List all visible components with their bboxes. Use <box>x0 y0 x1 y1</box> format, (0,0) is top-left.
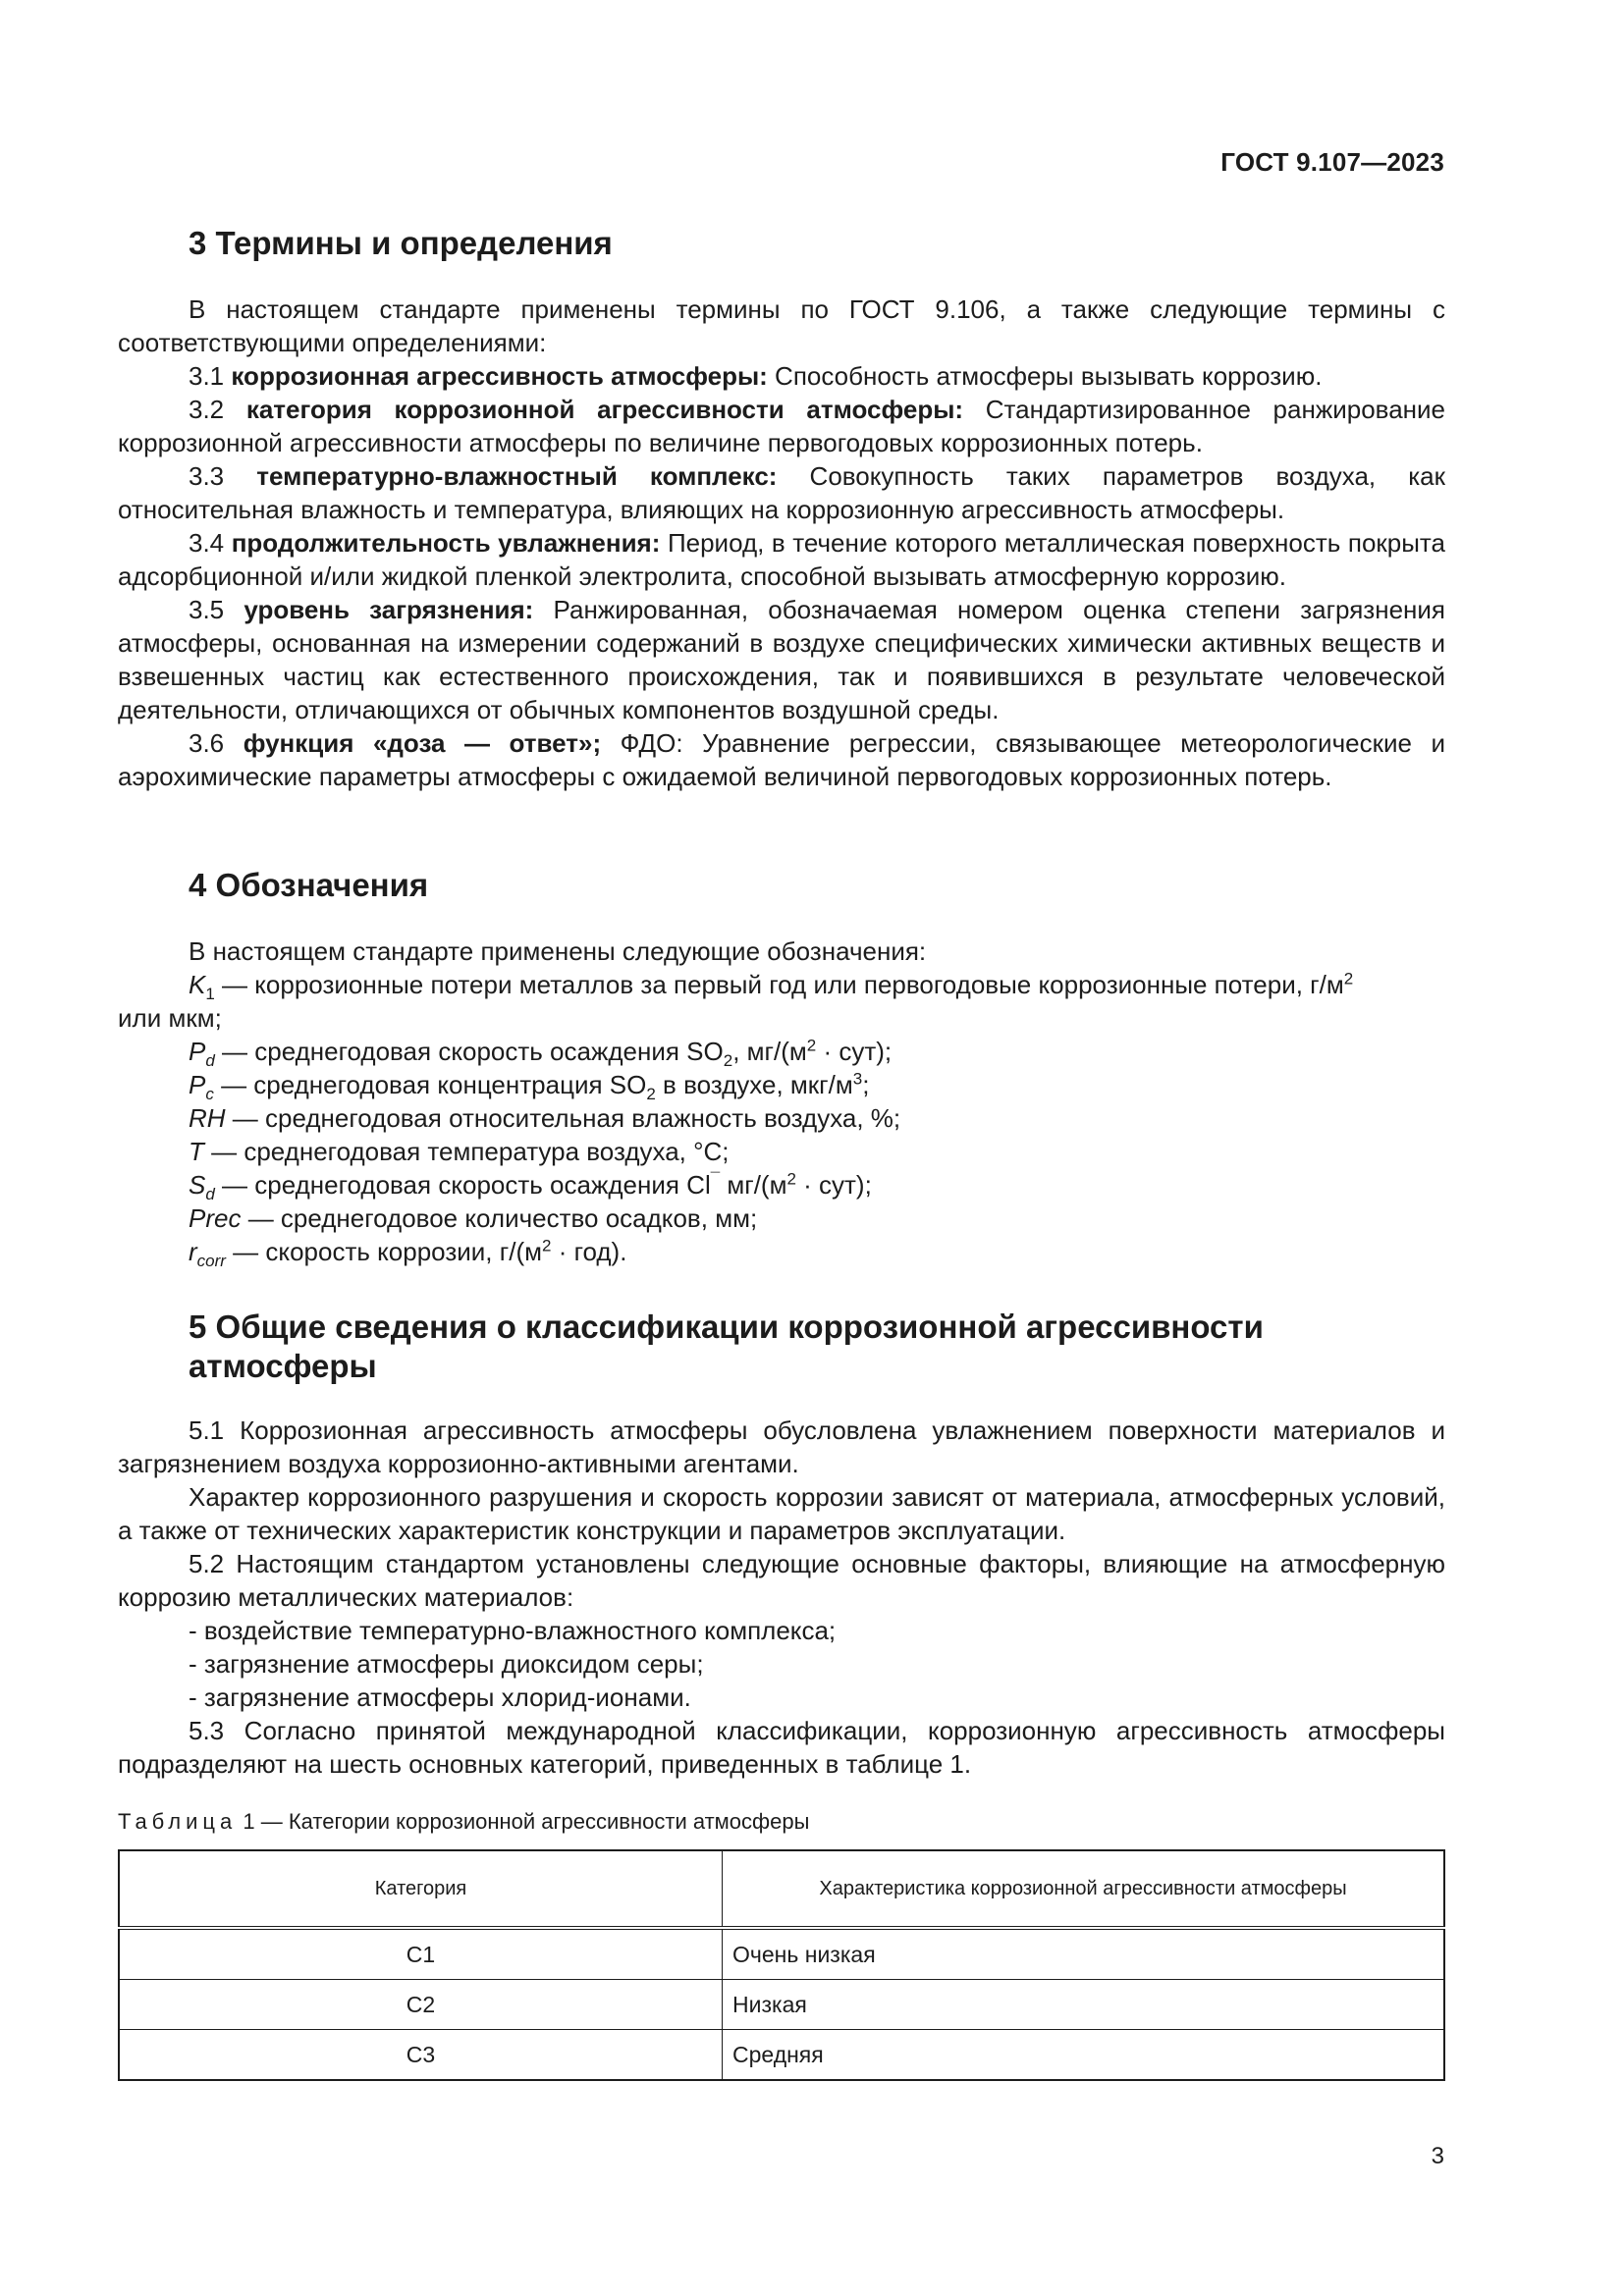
term-definition: Совокупность таких параметров воздуха, как относительная влажность и температура, влияющих на коррозионную агрессивность атмосферы. <box>118 461 1445 524</box>
term-3-6 <box>118 726 1445 793</box>
section-4-intro: В настоящем стандарте применены следующие обозначения: <box>189 936 927 966</box>
section-5-p4: 5.3 Согласно принятой международной классификации, коррозионную агрессивность атмосферы подразделяют на шесть основных категорий, приведенных в таблице 1. <box>118 1716 1445 1779</box>
table-row <box>119 1928 1444 1980</box>
section-5-p1: 5.1 Коррозионная агрессивность атмосферы обусловлена увлажнением поверхности материалов и загрязнением воздуха коррозионно-активными агентами. <box>118 1415 1445 1478</box>
symbol-rh: RH — среднегодовая относительная влажность воздуха, %; <box>189 1103 901 1133</box>
section-3-title: 3 Термины и определения <box>189 225 613 261</box>
header-characteristic: Характеристика коррозионной агрессивности атмосферы <box>723 1850 1445 1928</box>
section-5-title: 5 Общие сведения о классификации коррозионной агрессивности атмосферы <box>189 1308 1264 1384</box>
symbol-pd: $P_d$ — среднегодовая скорость осаждения $SO_2$, $мг/(м^2 \cdot сут)$; <box>189 1036 893 1071</box>
table-row <box>119 2030 1444 2081</box>
symbol-t: T — среднегодовая температура воздуха, °С; <box>189 1137 730 1166</box>
factor-item: - воздействие температурно-влажностного комплекса; <box>189 1616 837 1645</box>
document-code: ГОСТ 9.107—2023 <box>1220 147 1444 177</box>
factor-item: - загрязнение атмосферы хлорид-ионами. <box>189 1682 691 1712</box>
term-3-3 <box>118 459 1445 526</box>
page-number: 3 <box>1431 2143 1444 2169</box>
symbol-sd: $S_d$ — среднегодовая скорость осаждения Cl¯ $мг/(м^2 \cdot сут)$; <box>189 1169 872 1204</box>
term-number: 3.3 <box>189 461 225 491</box>
section-5 <box>118 1308 1445 1781</box>
characteristic-cell: Низкая <box>723 1980 1445 2030</box>
term-definition: Ранжированная, обозначаемая номером оценка степени загрязнения атмосферы, основанная на измерении содержаний в воздухе специфических химически активных веществ и взвешенных частиц как естественного происхождения, так и появившихся в результате человеческой деятельности, отличающихся от обычных компонентов воздушной среды. <box>118 595 1445 724</box>
section-3 <box>118 224 1445 793</box>
table-1-block <box>118 1808 1445 2081</box>
term-definition: Стандартизированное ранжирование коррозионной агрессивности атмосферы по величине первогодовых коррозионных потерь. <box>118 395 1445 457</box>
categories-table <box>118 1849 1445 2081</box>
term-3-5 <box>118 593 1445 726</box>
term-definition: Период, в течение которого металлическая поверхность покрыта адсорбционной и/или жидкой пленкой электролита, способной вызывать атмосферную коррозию. <box>118 528 1446 591</box>
section-4-title: 4 Обозначения <box>189 867 429 903</box>
table-caption: Таблица 1 — Категории коррозионной агрессивности атмосферы <box>118 1809 810 1834</box>
section-5-p2: Характер коррозионного разрушения и скорость коррозии зависят от материала, атмосферных условий, а также от технических характеристик конструкции и параметров эксплуатации. <box>118 1482 1445 1545</box>
factor-item: - загрязнение атмосферы диоксидом серы; <box>189 1649 704 1679</box>
term-name: продолжительность увлажнения: <box>231 528 661 558</box>
term-name: уровень загрязнения: <box>244 595 534 624</box>
term-number: 3.5 <box>189 595 225 624</box>
section-4 <box>118 866 1445 1271</box>
characteristic-cell: Средняя <box>723 2030 1445 2081</box>
term-name: температурно-влажностный комплекс: <box>256 461 778 491</box>
term-name: функция «доза — ответ»; <box>243 728 602 758</box>
term-number: 3.1 <box>189 361 225 391</box>
table-row <box>119 1980 1444 2030</box>
characteristic-cell: Очень низкая <box>723 1928 1445 1980</box>
symbol-prec: Prec — среднегодовое количество осадков, мм; <box>189 1203 758 1233</box>
header-category: Категория <box>119 1850 723 1928</box>
term-number: 3.2 <box>189 395 225 424</box>
category-cell: С1 <box>119 1928 723 1980</box>
term-name: коррозионная агрессивность атмосферы: <box>231 361 768 391</box>
term-number: 3.6 <box>189 728 225 758</box>
term-3-4 <box>118 526 1445 593</box>
symbol-k1-tail: или мкм; <box>118 1003 222 1033</box>
term-name: категория коррозионной агрессивности атмосферы: <box>245 395 964 424</box>
term-definition: Способность атмосферы вызывать коррозию. <box>767 361 1323 391</box>
table-header-row <box>119 1850 1444 1928</box>
term-number: 3.4 <box>189 528 225 558</box>
term-definition: ФДО: Уравнение регрессии, связывающее метеорологические и аэрохимические параметры атмосферы с ожидаемой величиной первогодовых коррозионных потерь. <box>118 728 1445 791</box>
category-cell: С3 <box>119 2030 723 2081</box>
symbol-pc: $P_c$ — среднегодовая концентрация $SO_2$ в воздухе, мкг/$м^3$; <box>189 1069 870 1104</box>
category-cell: С2 <box>119 1980 723 2030</box>
section-5-p3: 5.2 Настоящим стандартом установлены следующие основные факторы, влияющие на атмосферную коррозию металлических материалов: <box>118 1549 1445 1612</box>
section-3-intro: В настоящем стандарте применены термины по ГОСТ 9.106, а также следующие термины с соответствующими определениями: <box>118 294 1445 357</box>
term-3-1 <box>118 359 1445 393</box>
term-3-2 <box>118 393 1445 459</box>
symbol-k1: $K_1$ — коррозионные потери металлов за первый год или первогодовые коррозионные потери, $г/м^2$ <box>189 969 1354 1004</box>
symbol-rcorr: $r_{corr}$ — скорость коррозии, $г/(м^2 \cdot год)$. <box>189 1236 627 1271</box>
